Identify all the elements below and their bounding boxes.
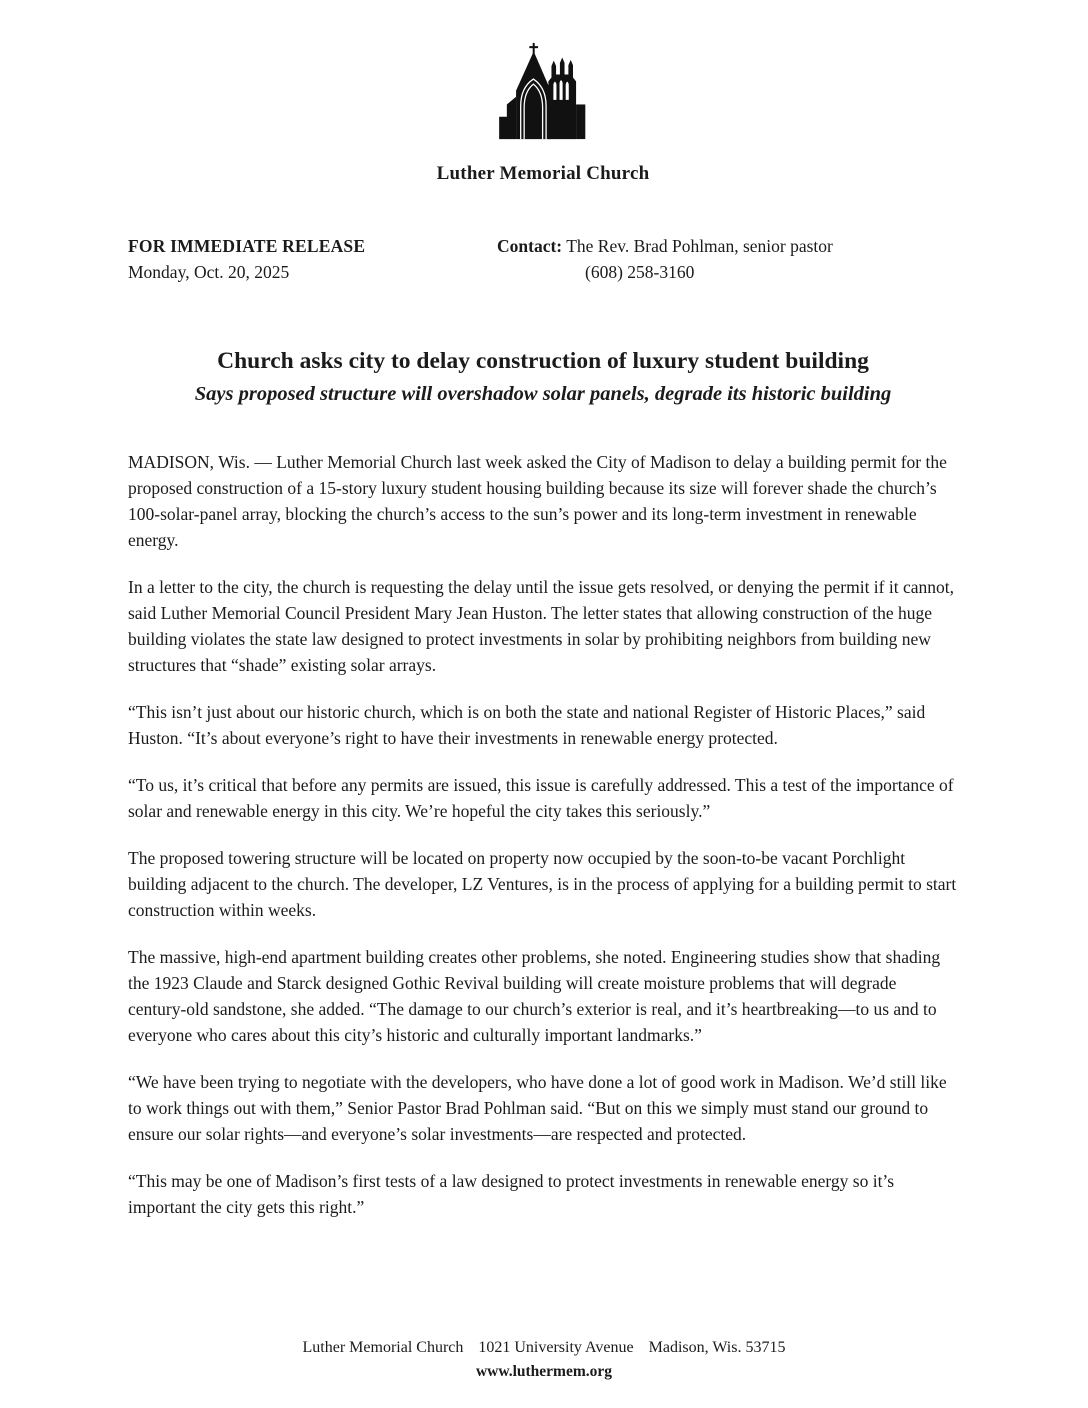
body-paragraph-6: The massive, high-end apartment building creates other problems, she noted. Engineering studies show that shading the 1923 Claude and Starck designed Gothic Revival building will create moisture problems that will degrade century-old sandstone, she added. “The damage to our church’s exterior is real, and it’s heartbreaking—to us and to everyone who cares about this city’s historic and culturally important landmarks.” [128,946,941,1045]
footer-city: Madison, Wis. 53715 [648,1339,786,1356]
body-paragraph-5: The proposed towering structure will be located on property now occupied by the soon-to-be vacant Porchlight building adjacent to the church. The developer, LZ Ventures, is in the process of applying for a building permit to start construction within weeks. [128,847,957,920]
subheadline: Says proposed structure will overshadow solar panels, degrade its historic building [194,383,892,406]
contact-phone: (608) 258-3160 [585,262,695,282]
body-copy [128,449,958,1220]
masthead [128,0,958,185]
contact-name: The Rev. Brad Pohlman, senior pastor [566,236,833,256]
body-paragraph-3: “This isn’t just about our historic church, which is on both the state and national Register of Historic Places,” said Huston. “It’s about everyone’s right to have their investments in renewable energy protected. [128,701,926,748]
body-paragraph-2: In a letter to the city, the church is requesting the delay until the issue gets resolved, or denying the permit if it cannot, said Luther Memorial Council President Mary Jean Huston. The letter states that allowing construction of the huge building violates the state law designed to protect investments in solar by prohibiting neighbors from building new structures that “shade” existing solar arrays. [128,576,954,675]
body-paragraph-7: “We have been trying to negotiate with the developers, who have done a lot of good work in Madison. We’d still like to work things out with them,” Senior Pastor Brad Pohlman said. “But on this we simply must stand our ground to ensure our solar rights—and everyone’s solar investments—are respected and protected. [128,1071,947,1144]
footer-org-name: Luther Memorial Church [302,1339,464,1356]
body-paragraph-1: MADISON, Wis. — Luther Memorial Church last week asked the City of Madison to delay a building permit for the proposed construction of a 15-story luxury student housing building because its size will forever shade the church’s 100-solar-panel array, blocking the church’s access to the sun’s power and its long-term investment in renewable energy. [128,451,947,550]
release-date: Monday, Oct. 20, 2025 [128,262,290,282]
body-paragraph-8: “This may be one of Madison’s first tests of a law designed to protect investments in renewable energy so it’s important the city gets this right.” [128,1170,895,1217]
release-label: FOR IMMEDIATE RELEASE [128,236,366,256]
contact-label: Contact: [497,236,563,256]
body-paragraph-4: “To us, it’s critical that before any permits are issued, this issue is carefully addressed. This a test of the importance of solar and renewable energy in this city. We’re hopeful the city takes this seriously.” [128,774,954,821]
headline: Church asks city to delay construction of luxury student building [217,348,869,374]
footer-address [0,1336,1088,1360]
page-footer [0,1336,1088,1384]
contact-line [497,233,958,259]
contact-column [497,233,958,285]
footer-street: 1021 University Avenue [478,1339,634,1356]
release-left-column [128,233,497,285]
org-name-header: Luther Memorial Church [436,163,650,184]
release-info-row [128,233,958,285]
footer-website: www.luthermem.org [475,1363,613,1380]
church-logo-icon [493,36,593,146]
